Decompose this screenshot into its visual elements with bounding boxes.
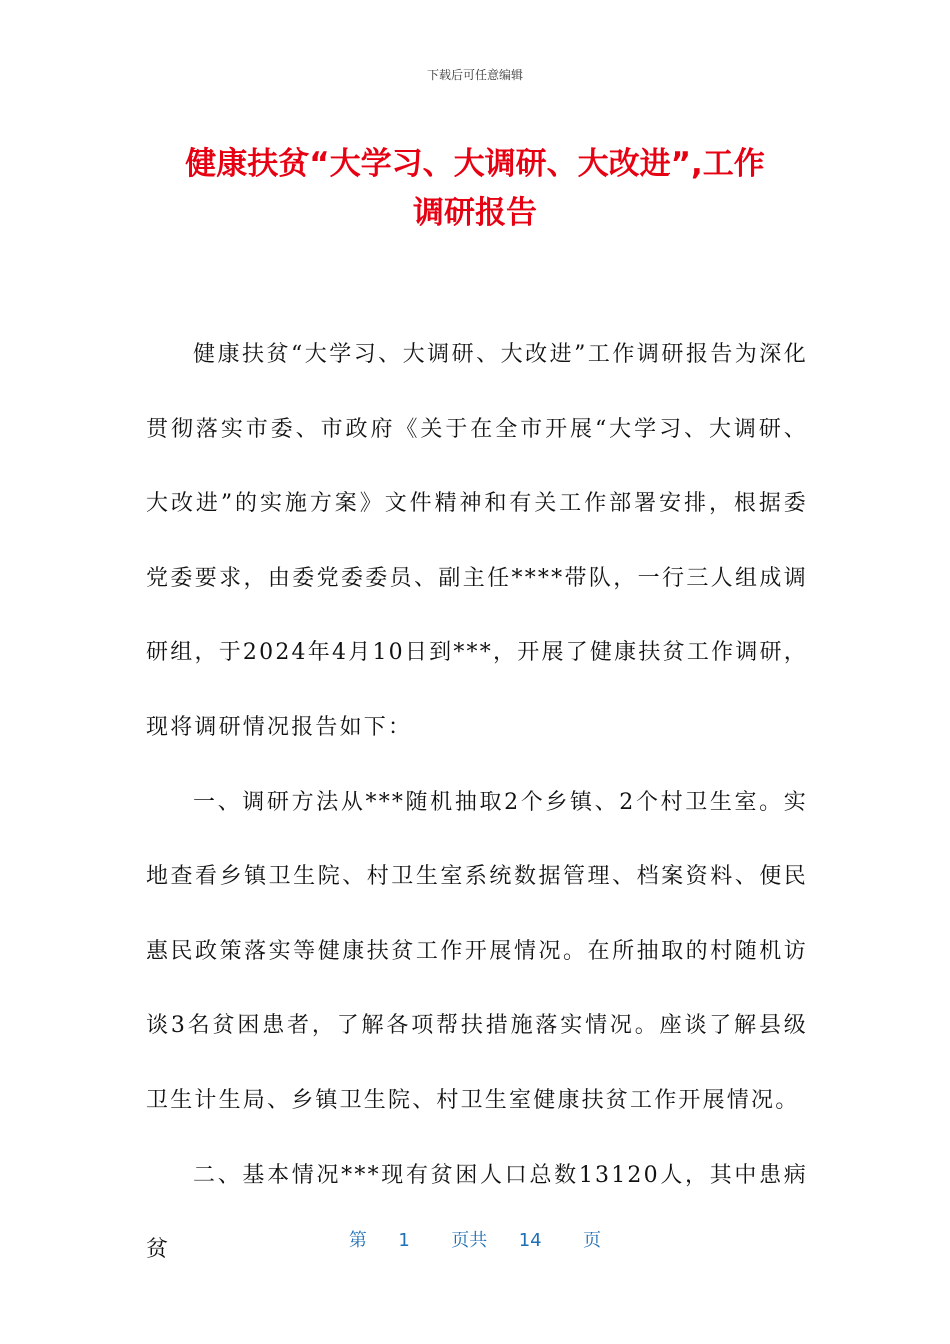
paragraph-basic-info: 二、基本情况***现有贫困人口总数13120人，其中患病贫 [146,1162,808,1263]
title-line-1: 健康扶贫“大学习、大调研、大改进”,工作 [185,146,765,182]
title-line-2: 调研报告 [413,195,537,231]
page-number: 1 [398,1230,410,1251]
paragraph-method: 一、调研方法从***随机抽取2个乡镇、2个村卫生室。实地查看乡镇卫生院、村卫生室系统数据管理、档案资料、便民惠民政策落实等健康扶贫工作开展情况。在所抽取的村随机访谈3名贫困患者，了解各项帮扶措施落实情况。座谈了解县级卫生计生局、乡镇卫生院、村卫生室健康扶贫工作开展情况。 [146,789,808,1113]
paragraph-intro: 健康扶贫“大学习、大调研、大改进”工作调研报告为深化贯彻落实市委、市政府《关于在全市开展“大学习、大调研、大改进”的实施方案》文件精神和有关工作部署安排，根据委党委要求，由委党委委员、副主任****带队，一行三人组成调研组，于2024年4月10日到***，开展了健康扶贫工作调研，现将调研情况报告如下： [146,342,808,740]
page-label-suffix: 页 [583,1230,602,1251]
page-footer [0,1226,950,1252]
page-label-prefix: 第 [348,1230,367,1251]
download-note: 下载后可任意编辑 [426,68,523,82]
page-label-mid: 页共 [451,1230,488,1251]
total-pages: 14 [518,1230,542,1251]
document-body [146,318,808,1288]
document-title [145,140,805,238]
